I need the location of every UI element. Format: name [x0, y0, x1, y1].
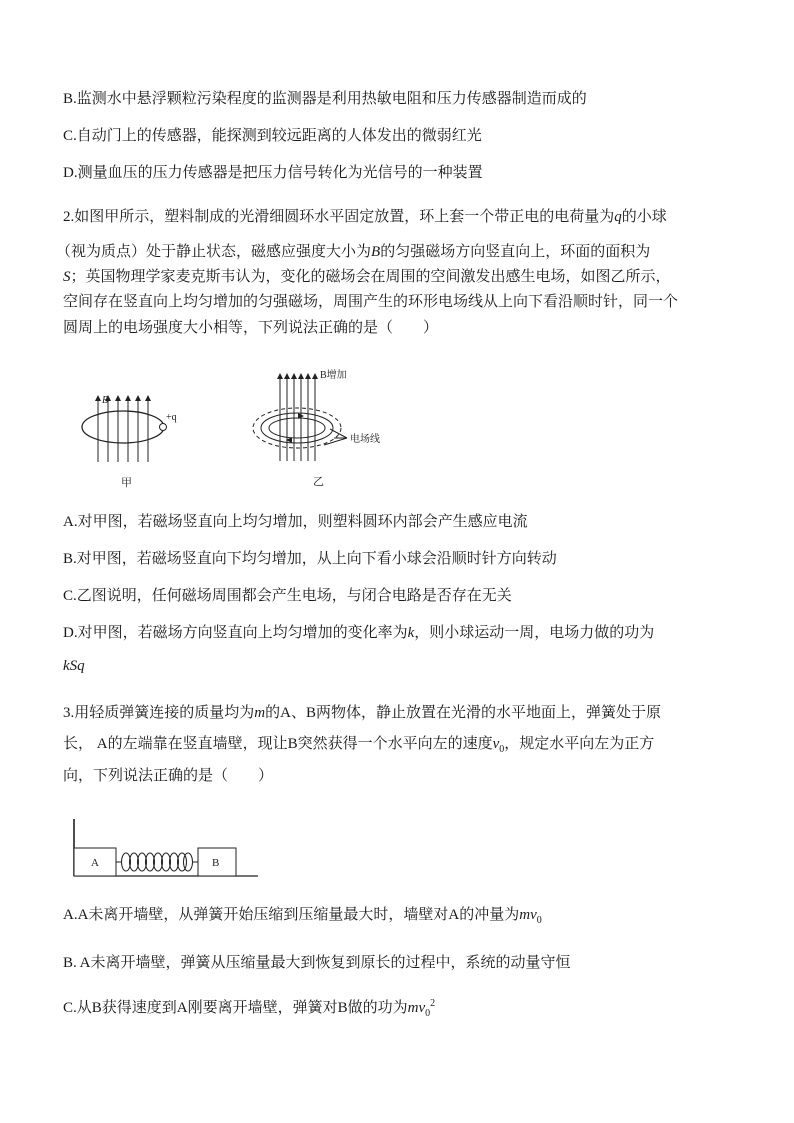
q2-stem-text: ；英国物理学家麦克斯韦认为，变化的磁场会在周围的空间激发出感生电场，如图乙所示， — [70, 269, 671, 285]
spring — [122, 853, 193, 871]
q1-option-c: C.自动门上的传感器，能探测到较远距离的人体发出的微弱红光 — [63, 128, 482, 144]
q3-var-v: v — [492, 736, 500, 752]
q3-option-a — [63, 905, 542, 925]
q3-stem-text: 长， A的左端靠在竖直墙壁，现让B突然获得一个水平向左的速度 — [63, 736, 493, 752]
q2-stem-text: 2.如图甲所示，塑料制成的光滑细圆环水平固定放置，环上套一个带正电的电荷量为 — [63, 209, 615, 225]
q2-figure-yi — [240, 366, 400, 490]
q3-stem-line-1 — [63, 703, 661, 723]
q3-var-m: m — [254, 705, 266, 721]
q2-var-q: q — [614, 209, 622, 225]
q3-var-mv-sub: 0 — [425, 1008, 431, 1019]
q3-stem-text: 的A、B两物体，静止放置在光滑的水平地面上，弹簧处于原 — [265, 705, 661, 721]
q2-var-B: B — [371, 244, 381, 260]
q2-option-d-text: D.对甲图，若磁场方向竖直向上均匀增加的变化率为 — [63, 625, 408, 641]
q1-option-b: B.监测水中悬浮颗粒污染程度的监测器是利用热敏电阻和压力传感器制造而成的 — [63, 91, 587, 107]
fig-label-A: A — [91, 857, 99, 869]
q2-stem-text: 的匀强磁场方向竖直向上，环面的面积为 — [380, 244, 651, 260]
fig-label-B: B — [212, 857, 220, 869]
q2-stem-text: 的小球 — [621, 209, 667, 225]
q3-var-mv-sub: 0 — [536, 915, 542, 926]
q2-var-S: S — [63, 269, 71, 285]
q2-option-d — [63, 623, 654, 643]
fig-yi-label-field: 电场线 — [350, 434, 380, 445]
q2-var-k: k — [407, 625, 415, 641]
q3-var-mv-sup: 2 — [430, 998, 436, 1009]
q1-option-d: D.测量血压的压力传感器是把压力信号转化为光信号的一种装置 — [63, 165, 483, 181]
q3-var-v-sub: 0 — [499, 744, 505, 755]
fig-yi-caption: 乙 — [313, 476, 324, 488]
q2-option-d-answer: kSq — [63, 658, 85, 674]
q3-stem-line-3: 向，下列说法正确的是（ ） — [63, 768, 274, 784]
q2-stem-text: （视为质点）处于静止状态，磁感应强度大小为 — [56, 244, 372, 260]
q2-figure-jia — [76, 390, 186, 490]
q3-stem-text: 3.用轻质弹簧连接的质量均为 — [63, 705, 255, 721]
q2-stem-line-5: 圆周上的电场强度大小相等，下列说法正确的是（ ） — [63, 320, 439, 336]
q2-option-b: B.对甲图，若磁场竖直向下均匀增加，从上向下看小球会沿顺时针方向转动 — [63, 551, 557, 567]
q3-option-c — [63, 998, 435, 1018]
q2-option-d-text: ，则小球运动一周，电场力做的功为 — [414, 625, 655, 641]
q2-stem-line-2 — [56, 242, 650, 262]
q2-stem-line-1 — [63, 207, 667, 227]
q3-figure — [70, 815, 260, 880]
q2-option-a: A.对甲图，若磁场竖直向上均匀增加，则塑料圆环内部会产生感应电流 — [63, 514, 528, 530]
q3-var-mv: mv — [407, 1000, 426, 1016]
q3-stem-text: ，规定水平向左为正方 — [504, 736, 655, 752]
q3-var-mv: mv — [519, 907, 537, 923]
q3-option-b: B. A未离开墙壁，弹簧从压缩量最大到恢复到原长的过程中，系统的动量守恒 — [63, 955, 571, 971]
fig-jia-caption: 甲 — [121, 477, 132, 489]
fig-jia-label-q: +q — [166, 412, 177, 423]
q2-stem-line-4: 空间存在竖直向上均匀增加的匀强磁场，周围产生的环形电场线从上向下看沿顺时针，同一个 — [63, 294, 679, 310]
q3-stem-line-2 — [63, 734, 654, 754]
q3-option-a-text: A.A未离开墙壁，从弹簧开始压缩到压缩量最大时，墙壁对A的冲量为 — [63, 907, 520, 923]
q2-option-c: C.乙图说明，任何磁场周围都会产生电场，与闭合电路是否存在无关 — [63, 588, 512, 604]
ball-icon — [160, 424, 167, 431]
fig-jia-label-B: B — [102, 395, 109, 406]
q3-option-c-text: C.从B获得速度到A刚要离开墙壁，弹簧对B做的功为 — [63, 1000, 408, 1016]
fig-yi-label-top: B增加 — [320, 370, 347, 381]
q2-stem-line-3 — [63, 267, 671, 287]
